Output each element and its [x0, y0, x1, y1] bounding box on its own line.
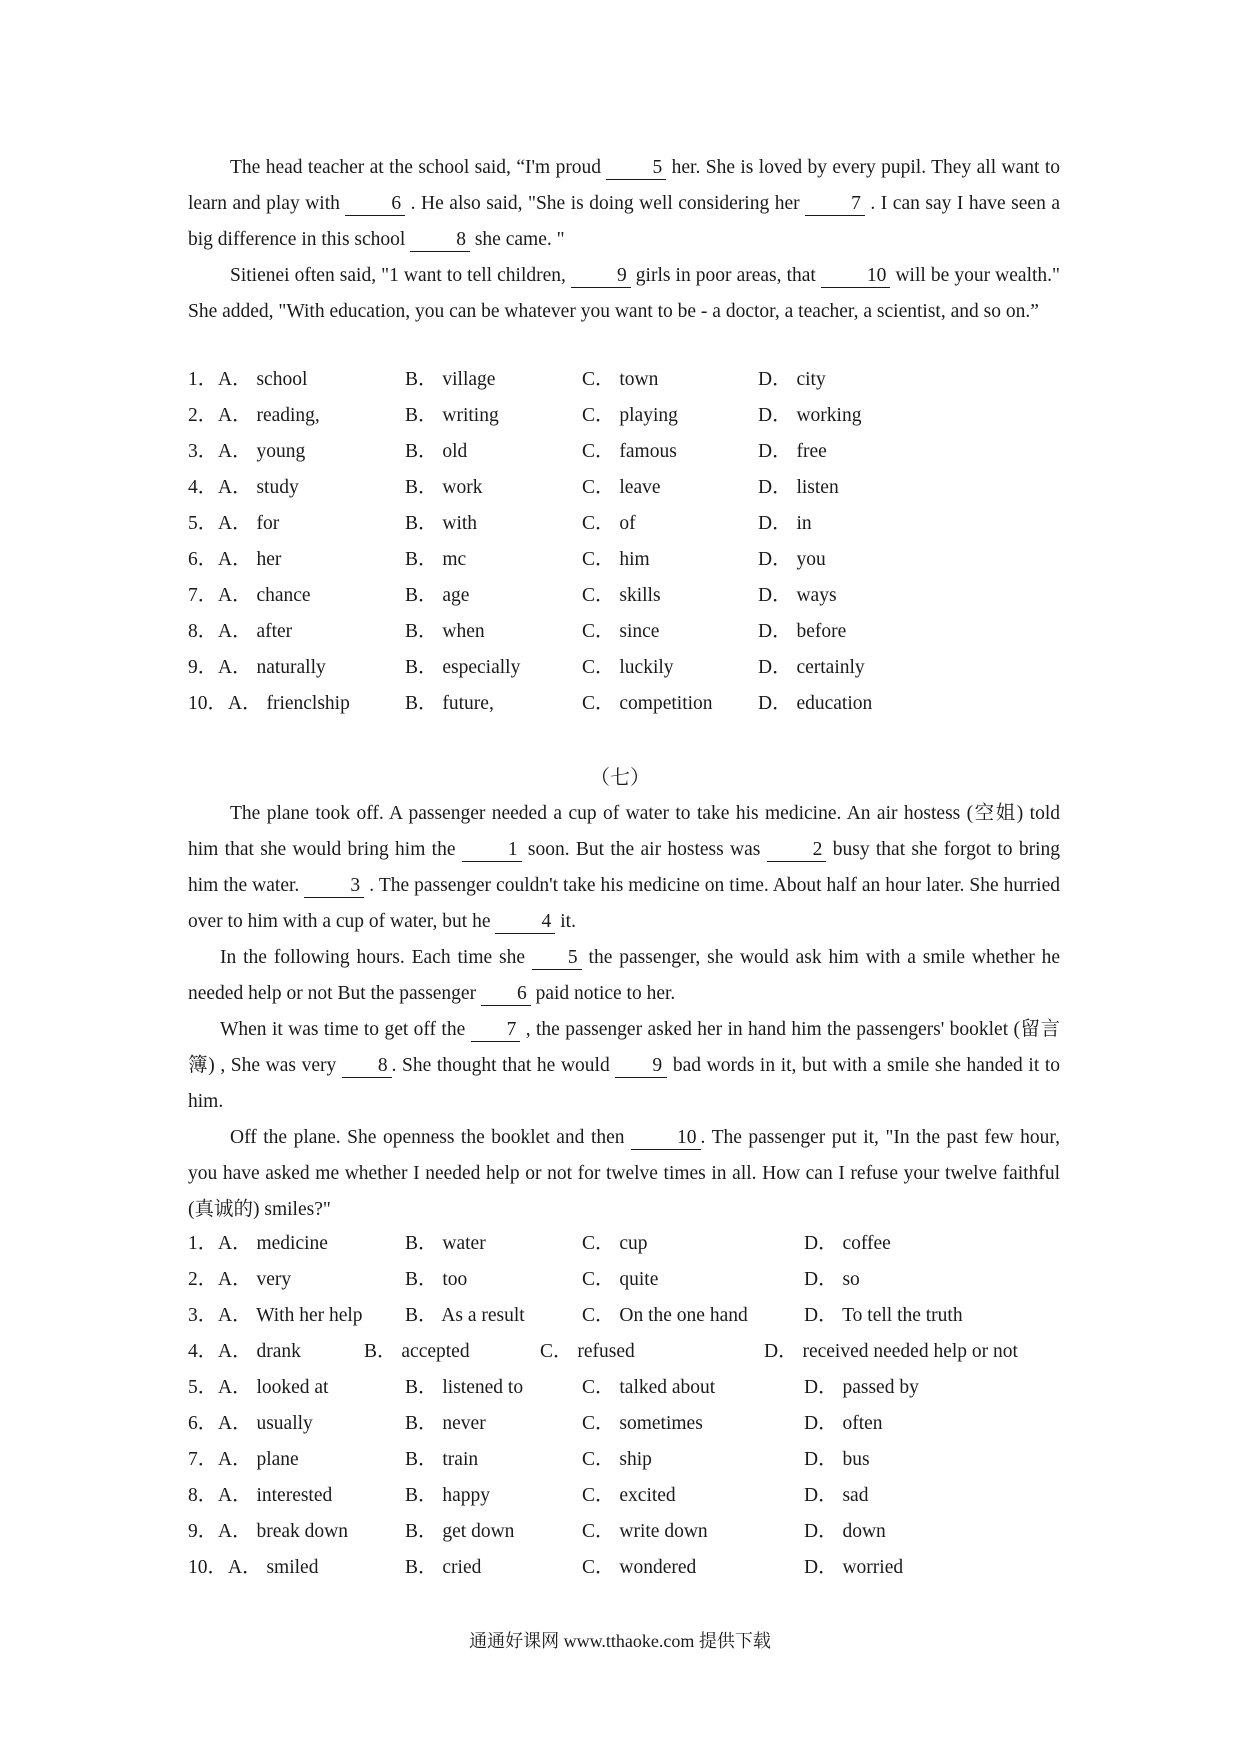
question-row — [188, 542, 1068, 578]
question-list-7 — [188, 1226, 1068, 1586]
option-b: B． village — [405, 369, 496, 390]
passage6-paragraph-1: The head teacher at the school said, “I'm proud 5 her. She is loved by every pupil. They all want to learn and play with 6 . He also said, "She is doing well considering her 7 . I can say I have seen a big difference in this school 8 she came. " — [188, 157, 1060, 250]
option-d: D． free — [758, 441, 827, 462]
option-b: B． especially — [405, 657, 521, 678]
option-c: C． playing — [582, 405, 678, 426]
blank-4: 4 — [495, 911, 555, 934]
option-d: D． before — [758, 621, 847, 642]
question-number: 4． — [188, 1341, 218, 1362]
section-title: （七） — [590, 767, 650, 789]
question-row — [188, 470, 1068, 506]
option-c: C． refused — [540, 1341, 635, 1362]
option-d: D． so — [804, 1269, 860, 1290]
option-d: D． you — [758, 549, 826, 570]
option-c: C． famous — [582, 441, 677, 462]
option-b: B． writing — [405, 405, 499, 426]
option-b: B． mc — [405, 549, 467, 570]
blank-7: 7 — [805, 193, 865, 216]
question-number: 5． — [188, 513, 218, 534]
option-b: B． future, — [405, 693, 494, 714]
question-row — [188, 1298, 1068, 1334]
option-b: B． listened to — [405, 1377, 524, 1398]
question-number: 5． — [188, 1377, 218, 1398]
question-row — [188, 686, 1068, 722]
passage7-paragraph-3: When it was time to get off the 7 , the passenger asked her in hand him the passengers' booklet (留言簿) , She was very 8 . She thought that he would 9 bad words in it, but with a smile she handed it to him. — [188, 1019, 1060, 1112]
blank-1: 1 — [462, 839, 522, 862]
passage7-paragraph-2: In the following hours. Each time she 5 the passenger, she would ask him with a smile whether he needed help or not But the passenger 6 paid notice to her. — [188, 947, 1061, 1004]
option-b: B． with — [405, 513, 478, 534]
option-a: A． after — [218, 621, 293, 642]
option-d: D． bus — [804, 1449, 870, 1470]
option-c: C． quite — [582, 1269, 659, 1290]
question-number: 2． — [188, 1269, 218, 1290]
option-a: A． frienclship — [228, 693, 350, 714]
option-c: C． talked about — [582, 1377, 716, 1398]
blank-10: 10 — [631, 1127, 701, 1150]
question-row — [188, 506, 1068, 542]
option-a: A． chance — [218, 585, 311, 606]
option-a: A． for — [218, 513, 280, 534]
option-b: B． happy — [405, 1485, 491, 1506]
question-number: 7． — [188, 1449, 218, 1470]
question-number: 9． — [188, 1521, 218, 1542]
question-row — [188, 1226, 1068, 1262]
option-c: C． write down — [582, 1521, 708, 1542]
option-b: B． accepted — [364, 1341, 470, 1362]
option-d: D． certainly — [758, 657, 865, 678]
passage6-paragraph-2: Sitienei often said, "1 want to tell children, 9 girls in poor areas, that 10 will be your wealth." She added, "With education, you can be whatever you want to be - a doctor, a teacher, a scientist, and so on.” — [188, 265, 1060, 322]
question-row — [188, 578, 1068, 614]
option-b: B． too — [405, 1269, 468, 1290]
blank-7: 7 — [471, 1019, 521, 1042]
option-a: A． usually — [218, 1413, 313, 1434]
option-d: D． in — [758, 513, 812, 534]
option-c: C． wondered — [582, 1557, 697, 1578]
blank-8: 8 — [342, 1055, 392, 1078]
question-number: 10． — [188, 1557, 228, 1578]
option-a: A． plane — [218, 1449, 299, 1470]
passage7-paragraph-1: The plane took off. A passenger needed a cup of water to take his medicine. An air hostess (空姐) told him that she would bring him the 1 soon. But the air hostess was 2 busy that she forgot to bring him the water. 3 . The passenger couldn't take his medicine on time. About half an hour later. She hurried over to him with a cup of water, but he 4 it. — [188, 803, 1060, 932]
question-row — [188, 1406, 1068, 1442]
option-d: D． passed by — [804, 1377, 919, 1398]
option-c: C． of — [582, 513, 636, 534]
blank-6: 6 — [345, 193, 405, 216]
option-d: D． sad — [804, 1485, 869, 1506]
option-d: D． received needed help or not — [764, 1341, 1018, 1362]
option-a: A． naturally — [218, 657, 326, 678]
option-b: B． never — [405, 1413, 486, 1434]
question-number: 2． — [188, 405, 218, 426]
option-b: B． cried — [405, 1557, 482, 1578]
question-row — [188, 1550, 1068, 1586]
question-row — [188, 362, 1068, 398]
question-number: 4． — [188, 477, 218, 498]
option-d: D． coffee — [804, 1233, 891, 1254]
question-row — [188, 1262, 1068, 1298]
option-b: B． when — [405, 621, 485, 642]
option-a: A． break down — [218, 1521, 348, 1542]
option-c: C． him — [582, 549, 650, 570]
footer-credit: 通通好课网 www.tthaoke.com 提供下载 — [469, 1631, 771, 1651]
passage7-paragraph-4: Off the plane. She openness the booklet and then 10 . The passenger put it, "In the past few hour, you have asked me whether I needed help or not for twelve times in all. How can I refuse your twelve faithful (真诚的) smiles?" — [188, 1127, 1060, 1220]
question-row — [188, 434, 1068, 470]
blank-10: 10 — [821, 265, 891, 288]
option-b: B． train — [405, 1449, 479, 1470]
question-number: 1． — [188, 369, 218, 390]
option-a: A． looked at — [218, 1377, 329, 1398]
option-a: A． young — [218, 441, 306, 462]
option-b: B． get down — [405, 1521, 515, 1542]
option-b: B． work — [405, 477, 483, 498]
blank-5: 5 — [532, 947, 582, 970]
option-a: A． very — [218, 1269, 292, 1290]
question-row — [188, 1334, 1068, 1370]
option-a: A． smiled — [228, 1557, 319, 1578]
blank-8: 8 — [410, 229, 470, 252]
option-a: A． interested — [218, 1485, 333, 1506]
question-number: 3． — [188, 441, 218, 462]
question-row — [188, 1514, 1068, 1550]
option-a: A． study — [218, 477, 299, 498]
option-b: B． water — [405, 1233, 486, 1254]
option-d: D． often — [804, 1413, 883, 1434]
option-b: B． As a result — [405, 1305, 525, 1326]
option-c: C． On the one hand — [582, 1305, 748, 1326]
option-a: A． her — [218, 549, 282, 570]
blank-5: 5 — [606, 157, 666, 180]
question-row — [188, 650, 1068, 686]
blank-9: 9 — [615, 1055, 667, 1078]
option-b: B． old — [405, 441, 468, 462]
blank-6: 6 — [481, 983, 531, 1006]
blank-3: 3 — [304, 875, 364, 898]
option-c: C． since — [582, 621, 660, 642]
question-number: 6． — [188, 1413, 218, 1434]
option-c: C． competition — [582, 693, 713, 714]
option-d: D． worried — [804, 1557, 904, 1578]
question-number: 6． — [188, 549, 218, 570]
question-number: 3． — [188, 1305, 218, 1326]
option-d: D． To tell the truth — [804, 1305, 963, 1326]
option-c: C． luckily — [582, 657, 674, 678]
option-c: C． town — [582, 369, 659, 390]
question-row — [188, 1370, 1068, 1406]
blank-9: 9 — [571, 265, 631, 288]
option-a: A． medicine — [218, 1233, 328, 1254]
question-row — [188, 614, 1068, 650]
option-c: C． excited — [582, 1485, 676, 1506]
option-d: D． city — [758, 369, 826, 390]
option-c: C． leave — [582, 477, 661, 498]
blank-2: 2 — [767, 839, 827, 862]
question-list-6 — [188, 362, 1068, 722]
option-c: C． skills — [582, 585, 661, 606]
option-d: D． education — [758, 693, 873, 714]
question-row — [188, 1442, 1068, 1478]
question-number: 8． — [188, 1485, 218, 1506]
option-d: D． ways — [758, 585, 837, 606]
question-row — [188, 1478, 1068, 1514]
question-number: 9． — [188, 657, 218, 678]
option-d: D． down — [804, 1521, 886, 1542]
option-a: A． reading, — [218, 405, 320, 426]
option-c: C． cup — [582, 1233, 648, 1254]
option-d: D． listen — [758, 477, 839, 498]
option-a: A． school — [218, 369, 308, 390]
option-a: A． With her help — [218, 1305, 363, 1326]
question-row — [188, 398, 1068, 434]
question-number: 1． — [188, 1233, 218, 1254]
option-b: B． age — [405, 585, 470, 606]
option-c: C． ship — [582, 1449, 652, 1470]
option-d: D． working — [758, 405, 862, 426]
option-a: A． drank — [218, 1341, 301, 1362]
question-number: 7． — [188, 585, 218, 606]
question-number: 8． — [188, 621, 218, 642]
option-c: C． sometimes — [582, 1413, 703, 1434]
question-number: 10． — [188, 693, 228, 714]
